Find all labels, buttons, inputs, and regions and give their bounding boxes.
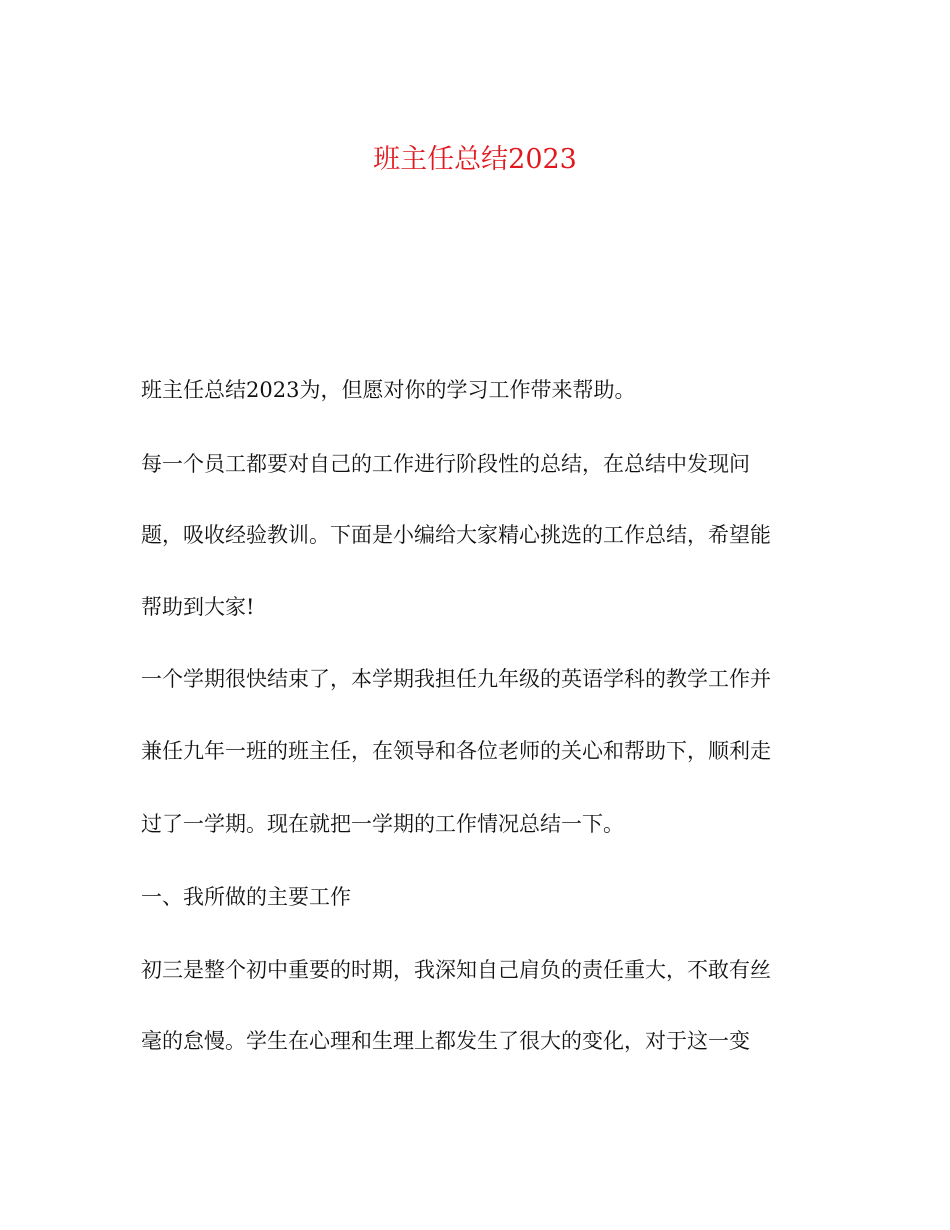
paragraph-line: 毫的怠慢。学生在心理和生理上都发生了很大的变化，对于这一变 [141, 1029, 750, 1053]
paragraph-line: 兼任九年一班的班主任，在领导和各位老师的关心和帮助下，顺利走 [141, 739, 771, 763]
document-title: 班主任总结2023 [373, 144, 577, 175]
paragraph-line: 过了一学期。现在就把一学期的工作情况总结一下。 [141, 812, 624, 836]
paragraph-line: 每一个员工都要对自己的工作进行阶段性的总结，在总结中发现问 [141, 452, 750, 476]
paragraph-line: 初三是整个初中重要的时期，我深知自己肩负的责任重大，不敢有丝 [141, 958, 771, 982]
section-heading: 一、我所做的主要工作 [141, 885, 351, 909]
paragraph-line: 一个学期很快结束了，本学期我担任九年级的英语学科的教学工作并 [141, 667, 771, 691]
paragraph-line: 题，吸收经验教训。下面是小编给大家精心挑选的工作总结，希望能 [141, 523, 771, 547]
intro-line: 班主任总结2023为，但愿对你的学习工作带来帮助。 [141, 378, 636, 402]
paragraph-line: 帮助到大家! [141, 595, 255, 619]
